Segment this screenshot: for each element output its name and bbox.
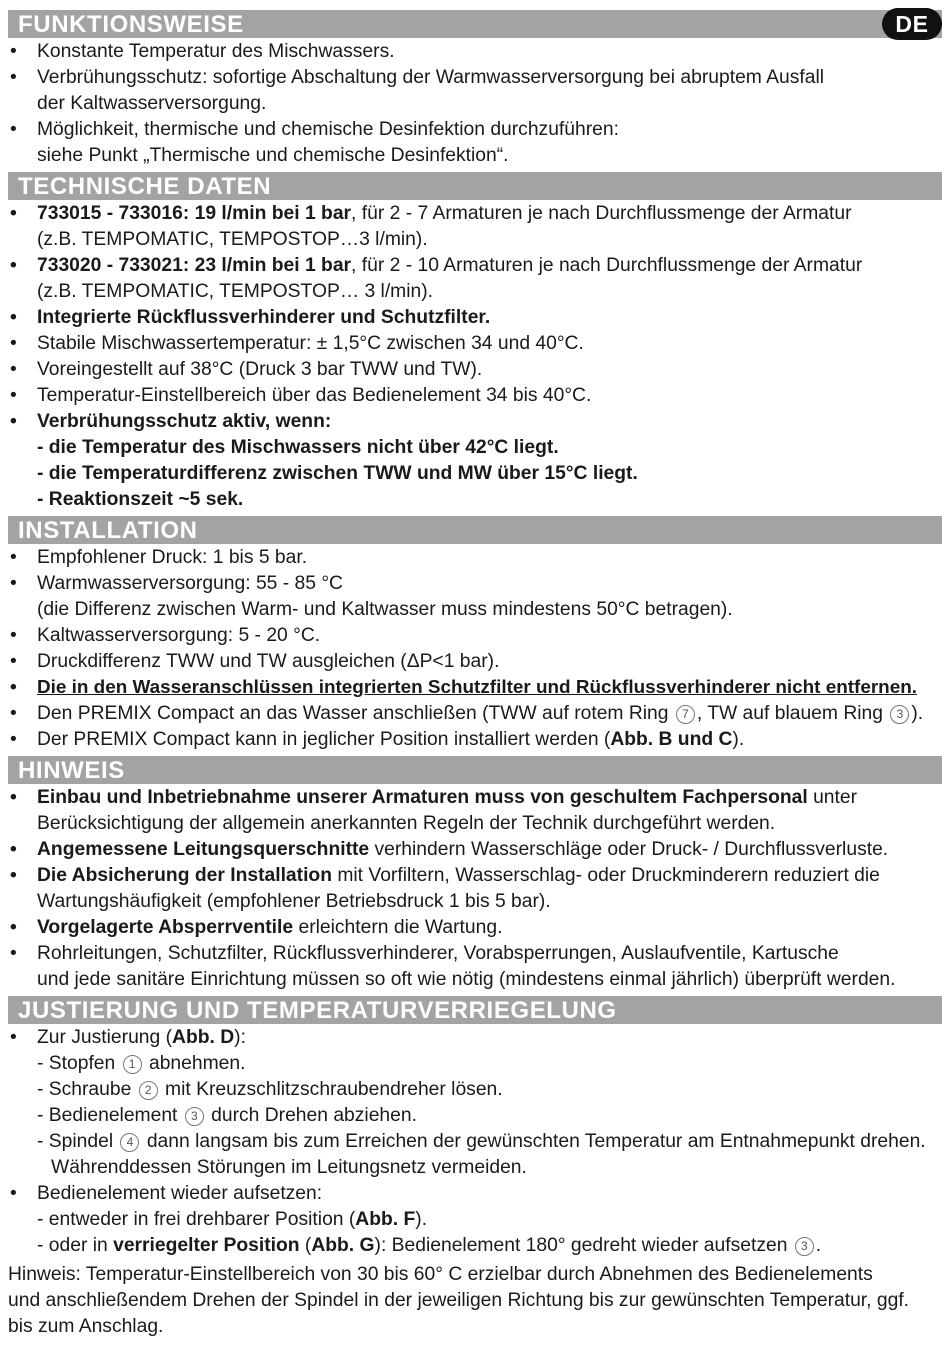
- list-item: • Angemessene Leitungsquerschnitte verhindern Wasserschläge oder Druck- / Durchflussverluste.: [8, 837, 942, 863]
- list-item: • Den PREMIX Compact an das Wasser anschließen (TWW auf rotem Ring 7 , TW auf blauem Ring 3 ).: [8, 701, 942, 727]
- list-item: • 733015 - 733016: 19 l/min bei 1 bar, für 2 - 7 Armaturen je nach Durchflussmenge der Armatur (z.B. TEMPOMATIC, TEMPOSTOP…3 l/min).: [8, 201, 942, 253]
- list-item: • Warmwasserversorgung: 55 - 85 °C (die Differenz zwischen Warm- und Kaltwasser muss mindestens 50°C betragen).: [8, 571, 942, 623]
- list-item: • Verbrühungsschutz aktiv, wenn: - die Temperatur des Mischwassers nicht über 42°C liegt. - die Temperaturdifferenz zwischen TWW und MW über 15°C liegt. - Reaktionszeit ~5 sek.: [8, 409, 942, 513]
- list-item: • 733020 - 733021: 23 l/min bei 1 bar, für 2 - 10 Armaturen je nach Durchflussmenge der Armatur (z.B. TEMPOMATIC, TEMPOSTOP… 3 l/min).: [8, 253, 942, 305]
- language-badge: DE: [882, 8, 942, 40]
- list-item: • Temperatur-Einstellbereich über das Bedienelement 34 bis 40°C.: [8, 383, 942, 409]
- list-item: • Konstante Temperatur des Mischwassers.: [8, 39, 942, 65]
- section-title-hinweis: HINWEIS: [8, 756, 942, 784]
- list-item: • Bedienelement wieder aufsetzen: - entweder in frei drehbarer Position (Abb. F). - oder in verriegelter Position (Abb. G): Bedienelement 180° gedreht wieder aufsetzen 3 .: [8, 1181, 942, 1259]
- part-number-badge: 3: [795, 1237, 814, 1256]
- ring-number-badge: 3: [890, 705, 909, 724]
- list-item: • Die Absicherung der Installation mit Vorfiltern, Wasserschlag- oder Druckminderern reduziert die Wartungshäufigkeit (empfohlener Betriebsdruck 1 bis 5 bar).: [8, 863, 942, 915]
- list-item: • Einbau und Inbetriebnahme unserer Armaturen muss von geschultem Fachpersonal unter Berücksichtigung der allgemein anerkannten Regeln der Technik durchgeführt werden.: [8, 785, 942, 837]
- list-item: • Voreingestellt auf 38°C (Druck 3 bar TWW und TW).: [8, 357, 942, 383]
- list-item: • Kaltwasserversorgung: 5 - 20 °C.: [8, 623, 942, 649]
- part-number-badge: 1: [123, 1055, 142, 1074]
- list-item: • Die in den Wasseranschlüssen integrierten Schutzfilter und Rückflussverhinderer nicht entfernen.: [8, 675, 942, 701]
- installation-list: [8, 545, 942, 753]
- funktionsweise-list: [8, 39, 942, 169]
- adjustment-note: Hinweis: Temperatur-Einstellbereich von 30 bis 60° C erzielbar durch Abnehmen des Bedienelements und anschließendem Drehen der Spindel in der jeweiligen Richtung bis zur gewünschten Temperatur, ggf. bis zum Anschlag.: [8, 1264, 910, 1337]
- list-item: • Empfohlener Druck: 1 bis 5 bar.: [8, 545, 942, 571]
- section-title-installation: INSTALLATION: [8, 516, 942, 544]
- list-item: • Möglichkeit, thermische und chemische Desinfektion durchzuführen: siehe Punkt „Thermische und chemische Desinfektion“.: [8, 117, 942, 169]
- section-title-technische-daten: TECHNISCHE DATEN: [8, 172, 942, 200]
- list-item: • Verbrühungsschutz: sofortige Abschaltung der Warmwasserversorgung bei abruptem Ausfall der Kaltwasserversorgung.: [8, 65, 942, 117]
- hinweis-list: [8, 785, 942, 993]
- section-title-funktionsweise: FUNKTIONSWEISE DE: [8, 10, 942, 38]
- list-item: • Integrierte Rückflussverhinderer und Schutzfilter.: [8, 305, 942, 331]
- part-number-badge: 2: [139, 1081, 158, 1100]
- part-number-badge: 4: [120, 1133, 139, 1152]
- list-item: • Vorgelagerte Absperrventile erleichtern die Wartung.: [8, 915, 942, 941]
- technische-daten-list: [8, 201, 942, 513]
- section-title-justierung: JUSTIERUNG UND TEMPERATURVERRIEGELUNG: [8, 996, 942, 1024]
- list-item: • Druckdifferenz TWW und TW ausgleichen (ΔP<1 bar).: [8, 649, 942, 675]
- list-item: • Stabile Mischwassertemperatur: ± 1,5°C zwischen 34 und 40°C.: [8, 331, 942, 357]
- manual-page: [8, 10, 942, 1340]
- list-item: • Zur Justierung (Abb. D): - Stopfen 1 abnehmen. - Schraube 2 mit Kreuzschlitzschraubendreher lösen. - Bedienelement 3 durch Drehen abziehen. - Spindel 4 dann langsam bis zum Erreichen der gewünschten Temperatur am Entnahmepunkt drehen. Währenddessen Störungen im Leitungsnetz vermeiden.: [8, 1025, 942, 1181]
- ring-number-badge: 7: [676, 705, 695, 724]
- part-number-badge: 3: [185, 1107, 204, 1126]
- justierung-list: [8, 1025, 942, 1259]
- list-item: • Rohrleitungen, Schutzfilter, Rückflussverhinderer, Vorabsperrungen, Auslaufventile, Kartusche und jede sanitäre Einrichtung müssen so oft wie nötig (mindestens einmal jährlich) überprüft werden.: [8, 941, 942, 993]
- list-item: • Der PREMIX Compact kann in jeglicher Position installiert werden (Abb. B und C).: [8, 727, 942, 753]
